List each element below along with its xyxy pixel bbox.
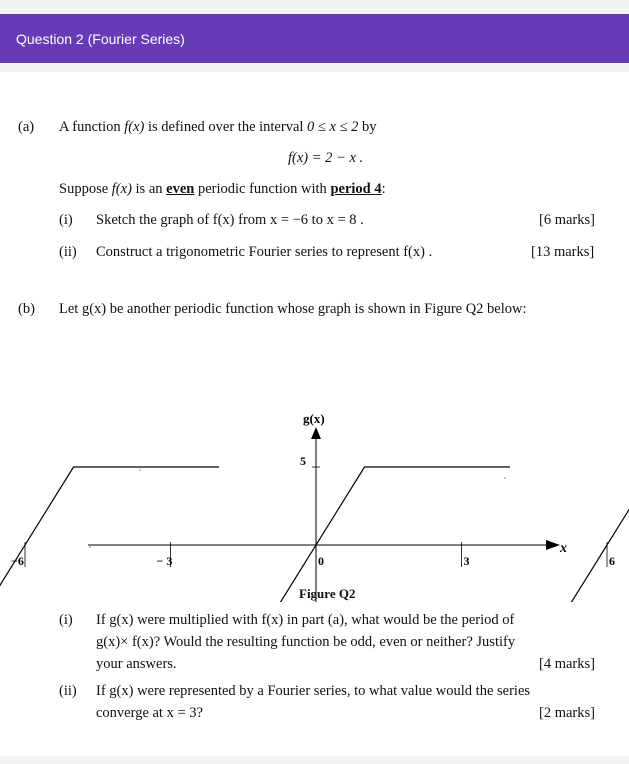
part-b-i-line2: g(x)× f(x)? Would the resulting function be odd, even or neither? Justify <box>96 634 516 650</box>
grid-dot <box>139 469 141 471</box>
x-tick-label: − 3 <box>156 554 173 568</box>
gridline-markers <box>89 469 506 602</box>
g-x-segment-1 <box>0 467 219 602</box>
x-tick-label: 0 <box>318 554 324 568</box>
part-a-i-marks: [6 marks] <box>539 212 595 228</box>
part-b-i-marks: [4 marks] <box>539 656 595 672</box>
part-b-i-line1: If g(x) were multiplied with f(x) in part (a), what would be the period of <box>96 612 515 628</box>
x-tick-label: 3 <box>463 554 470 568</box>
math-f-x: f(x) <box>124 119 145 135</box>
text: : <box>381 181 386 197</box>
grid-dot <box>504 477 506 479</box>
text: by <box>362 119 377 135</box>
x-axis-arrow <box>546 540 560 550</box>
question-title: Question 2 (Fourier Series) <box>16 31 185 47</box>
part-b-intro: Let g(x) be another periodic function whose graph is shown in Figure Q2 below: <box>59 301 527 317</box>
question-card <box>0 72 629 756</box>
part-b-label: (b) <box>18 301 35 317</box>
part-a-i-text: Sketch the graph of f(x) from x = −6 to x = 8 . <box>96 212 364 228</box>
question-header <box>0 14 629 63</box>
g-x-segment-3 <box>510 467 629 602</box>
y-tick-label: 5 <box>300 454 306 468</box>
period-keyword: period 4 <box>330 181 382 197</box>
part-b-ii-marks: [2 marks] <box>539 705 595 721</box>
figure-q2-graph <box>0 327 629 602</box>
text: periodic function with <box>197 181 327 197</box>
function-definition: f(x) = 2 − x . <box>288 150 364 166</box>
part-a-ii-text: Construct a trigonometric Fourier series to represent f(x) . <box>96 244 433 260</box>
part-b-ii-label: (ii) <box>59 683 77 699</box>
part-a-ii-label: (ii) <box>59 244 77 260</box>
x-axis-label: x <box>560 541 567 556</box>
g-x-segment-2 <box>219 467 510 602</box>
part-b-i-line3: your answers. <box>96 656 177 672</box>
text: Suppose <box>59 181 109 197</box>
text: is defined over the interval <box>148 119 304 135</box>
math-interval: 0 ≤ x ≤ 2 <box>307 119 359 135</box>
figure-caption: Figure Q2 <box>299 586 356 601</box>
part-b-ii-line2: converge at x = 3? <box>96 705 203 721</box>
part-a-ii-marks: [13 marks] <box>531 244 595 260</box>
math-f-x: f(x) <box>111 181 132 197</box>
text: is an <box>135 181 163 197</box>
even-keyword: even <box>166 181 195 197</box>
text: A function <box>59 119 121 135</box>
part-a-line1 <box>59 119 377 136</box>
x-tick-label: −6 <box>11 554 24 568</box>
grid-dot <box>89 546 91 548</box>
part-a-i-label: (i) <box>59 212 73 228</box>
part-a-label: (a) <box>18 119 35 135</box>
part-b-i-label: (i) <box>59 612 73 628</box>
part-a-suppose <box>59 181 386 198</box>
y-axis-label: g(x) <box>303 411 325 426</box>
part-b-ii-line1: If g(x) were represented by a Fourier series, to what value would the series <box>96 683 531 699</box>
x-tick-label: 6 <box>609 554 615 568</box>
y-axis-arrow <box>311 427 321 439</box>
